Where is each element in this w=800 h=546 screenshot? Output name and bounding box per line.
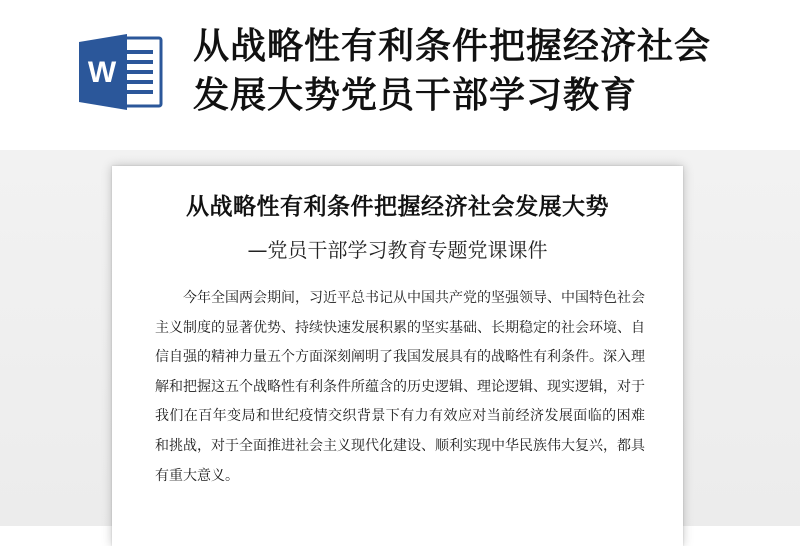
body-line: 有重大意义。 <box>155 467 239 484</box>
body-line: 我们在百年变局和世纪疫情交织背景下有力有效应对当前经济发展面临的困难 <box>155 408 645 425</box>
word-document-icon <box>77 32 165 112</box>
header-title-line-1: 从战略性有利条件把握经济社会 <box>193 26 712 67</box>
header-banner <box>0 0 800 150</box>
body-line: 信自强的精神力量五个方面深刻阐明了我国发展具有的战略性有利条件。深入理 <box>155 349 645 366</box>
body-line: 主义制度的显著优势、持续快速发展积累的坚实基础、长期稳定的社会环境、自 <box>155 319 645 336</box>
header-title <box>193 22 753 120</box>
word-icon-letter: W <box>87 56 117 89</box>
body-line: 和挑战，对于全面推进社会主义现代化建设、顺利实现中华民族伟大复兴，都具 <box>155 437 645 454</box>
document-title: 从战略性有利条件把握经济社会发展大势 <box>186 194 609 220</box>
document-subtitle: —党员干部学习教育专题党课课件 <box>247 238 548 262</box>
header-title-line-2: 发展大势党员干部学习教育 <box>193 75 638 116</box>
body-line: 今年全国两会期间，习近平总书记从中国共产党的坚强领导、中国特色社会 <box>183 290 645 306</box>
document-page <box>112 166 683 546</box>
document-body <box>155 284 645 491</box>
body-line: 解和把握这五个战略性有利条件所蕴含的历史逻辑、理论逻辑、现实逻辑，对于 <box>155 378 645 395</box>
